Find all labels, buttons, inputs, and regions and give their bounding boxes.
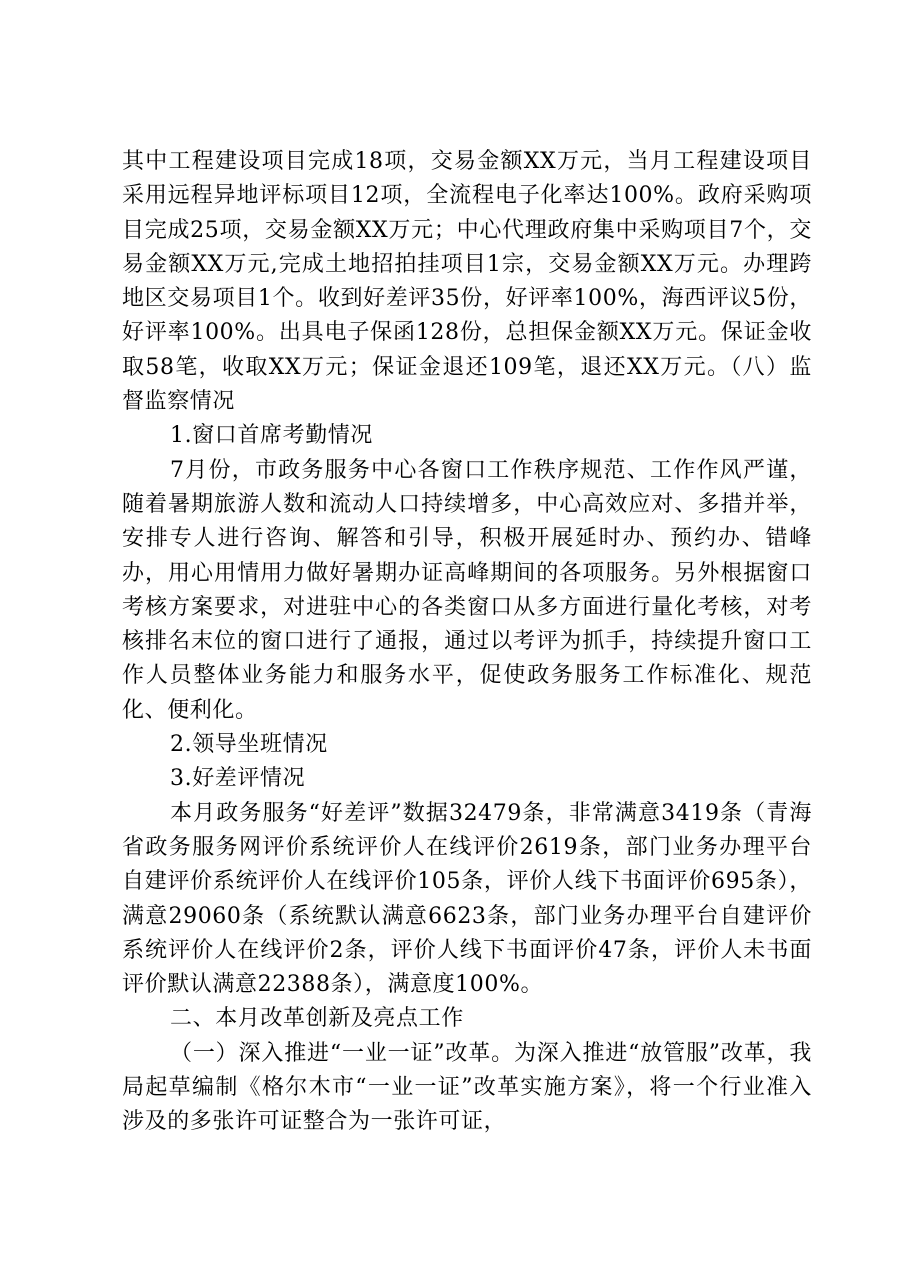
section-heading-reform: 二、本月改革创新及亮点工作	[170, 1006, 464, 1032]
paragraph-reform: （一）深入推进“一业一证”改革。为深入推进“放管服”改革，我局起草编制《格尔木市“一业一证”改革实施方案》，将一个行业准入涉及的多张许可证整合为一张许可证，	[122, 1040, 812, 1135]
heading-leader-duty: 2.领导坐班情况	[170, 732, 328, 758]
heading-window-attendance: 1.窗口首席考勤情况	[170, 423, 373, 449]
paragraph-evaluation: 本月政务服务“好差评”数据32479条，非常满意3419条（青海省政务服务网评价系统评价人在线评价2619条，部门业务办理平台自建评价系统评价人在线评价105条，评价人线下书面评价695条），满意29060条（系统默认满意6623条，部门业务办理平台自建评价系统评价人在线评价2条，评价人线下书面评价47条，评价人未书面评价默认满意22388条），满意度100%。	[122, 800, 812, 998]
paragraph-window-attendance: 7月份，市政务服务中心各窗口工作秩序规范、工作作风严谨，随着暑期旅游人数和流动人口持续增多，中心高效应对、多措并举，安排专人进行咨询、解答和引导，积极开展延时办、预约办、错峰办，用心用情用力做好暑期办证高峰期间的各项服务。另外根据窗口考核方案要求，对进驻中心的各类窗口从多方面进行量化考核，对考核排名末位的窗口进行了通报，通过以考评为抓手，持续提升窗口工作人员整体业务能力和服务水平，促使政务服务工作标准化、规范化、便利化。	[122, 457, 812, 723]
heading-evaluation: 3.好差评情况	[170, 766, 306, 792]
paragraph-transaction-stats: 其中工程建设项目完成18项，交易金额XX万元，当月工程建设项目采用远程异地评标项目12项，全流程电子化率达100%。政府采购项目完成25项，交易金额XX万元；中心代理政府集中采购项目7个，交易金额XX万元,完成土地招拍挂项目1宗，交易金额XX万元。办理跨地区交易项目1个。收到好差评35份，好评率100%，海西评议5份，好评率100%。出具电子保函128份，总担保金额XX万元。保证金收取58笔，收取XX万元；保证金退还109笔，退还XX万元。（八）监督监察情况	[122, 149, 812, 415]
document-page	[122, 145, 812, 1140]
